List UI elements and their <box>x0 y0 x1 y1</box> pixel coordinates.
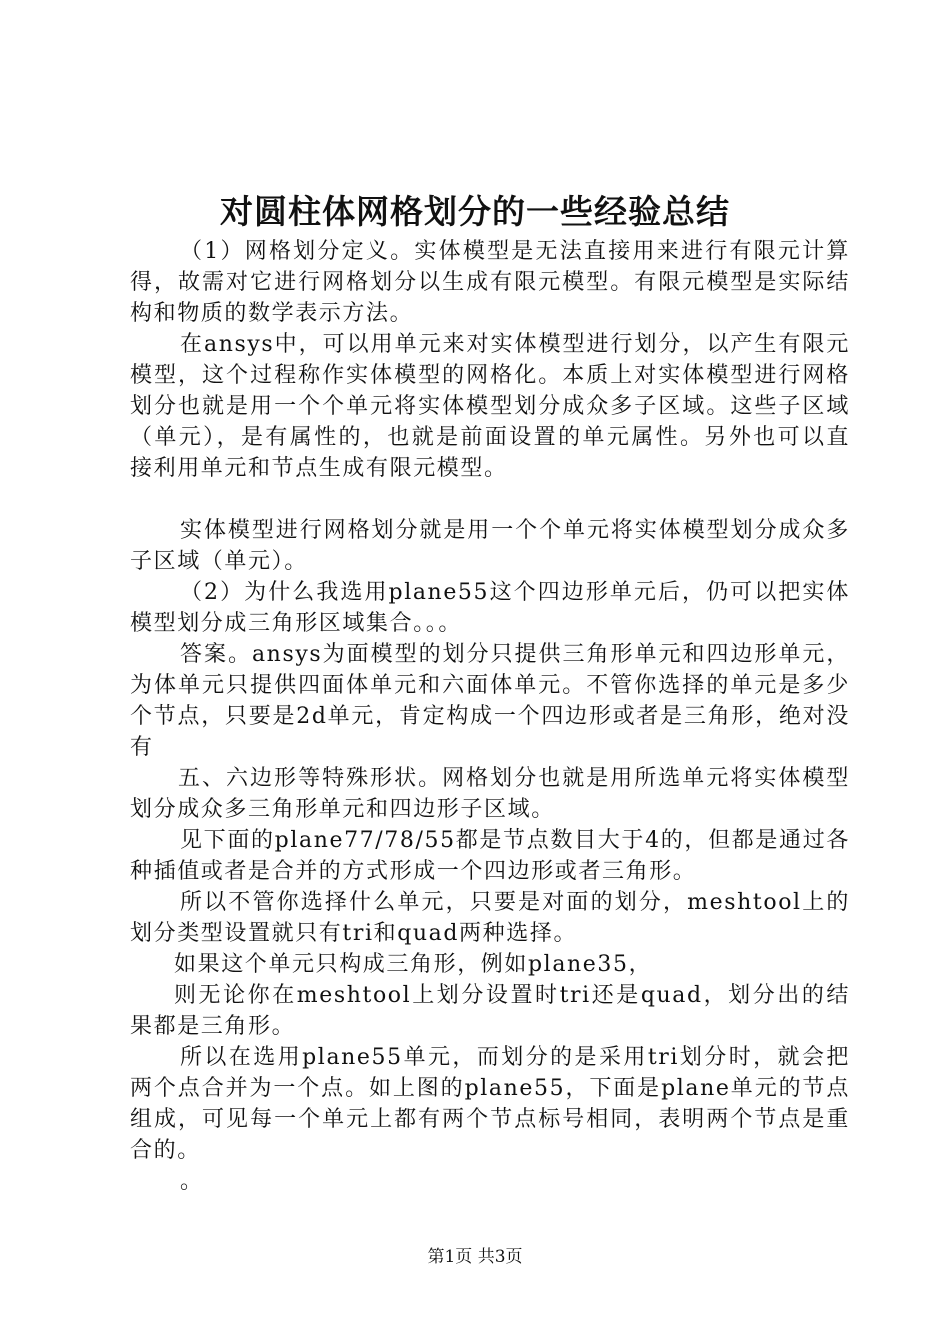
paragraph-plane-elements: 见下面的plane77/78/55都是节点数目大于4的，但都是通过各种插值或者是合并的方式形成一个四边形或者三角形。 <box>130 828 850 884</box>
paragraph-plane55-merge: 所以在选用plane55单元，而划分的是采用tri划分时，就会把两个点合并为一个点。如上图的plane55，下面是plane单元的节点组成，可见每一个单元上都有两个节点标号相同，表明两个节点是重合的。 <box>130 1045 850 1163</box>
paragraph-question: （2）为什么我选用plane55这个四边形单元后，仍可以把实体模型划分成三角形区域集合。。。 <box>130 580 850 636</box>
page-footer: 第1页 共3页 <box>427 1247 523 1267</box>
paragraph-definition: （1）网格划分定义。实体模型是无法直接用来进行有限元计算得，故需对它进行网格划分以生成有限元模型。有限元模型是实际结构和物质的数学表示方法。 <box>130 239 850 326</box>
paragraph-answer: 答案。ansys为面模型的划分只提供三角形单元和四边形单元，为体单元只提供四面体单元和六面体单元。不管你选择的单元是多少个节点，只要是2d单元，肯定构成一个四边形或者是三角形，绝对没有 <box>130 642 850 760</box>
paragraph-triangle-only: 如果这个单元只构成三角形，例如plane35， <box>174 952 653 977</box>
paragraph-meshtool-options: 所以不管你选择什么单元，只要是对面的划分，meshtool上的划分类型设置就只有tri和quad两种选择。 <box>130 890 850 946</box>
paragraph-summary: 实体模型进行网格划分就是用一个个单元将实体模型划分成众多子区域（单元）。 <box>130 518 850 574</box>
paragraph-shapes: 五、六边形等特殊形状。网格划分也就是用所选单元将实体模型划分成众多三角形单元和四边形子区域。 <box>130 766 850 822</box>
paragraph-ansys-meshing: 在ansys中，可以用单元来对实体模型进行划分，以产生有限元模型，这个过程称作实体模型的网格化。本质上对实体模型进行网格划分也就是用一个个单元将实体模型划分成众多子区域。这些子区域（单元），是有属性的，也就是前面设置的单元属性。另外也可以直接利用单元和节点生成有限元模型。 <box>130 332 850 481</box>
paragraph-end-mark: 。 <box>180 1169 204 1194</box>
paragraph-result: 则无论你在meshtool上划分设置时tri还是quad，划分出的结果都是三角形。 <box>130 983 850 1039</box>
document-body <box>130 236 850 1197</box>
document-title: 对圆柱体网格划分的一些经验总结 <box>220 192 730 231</box>
